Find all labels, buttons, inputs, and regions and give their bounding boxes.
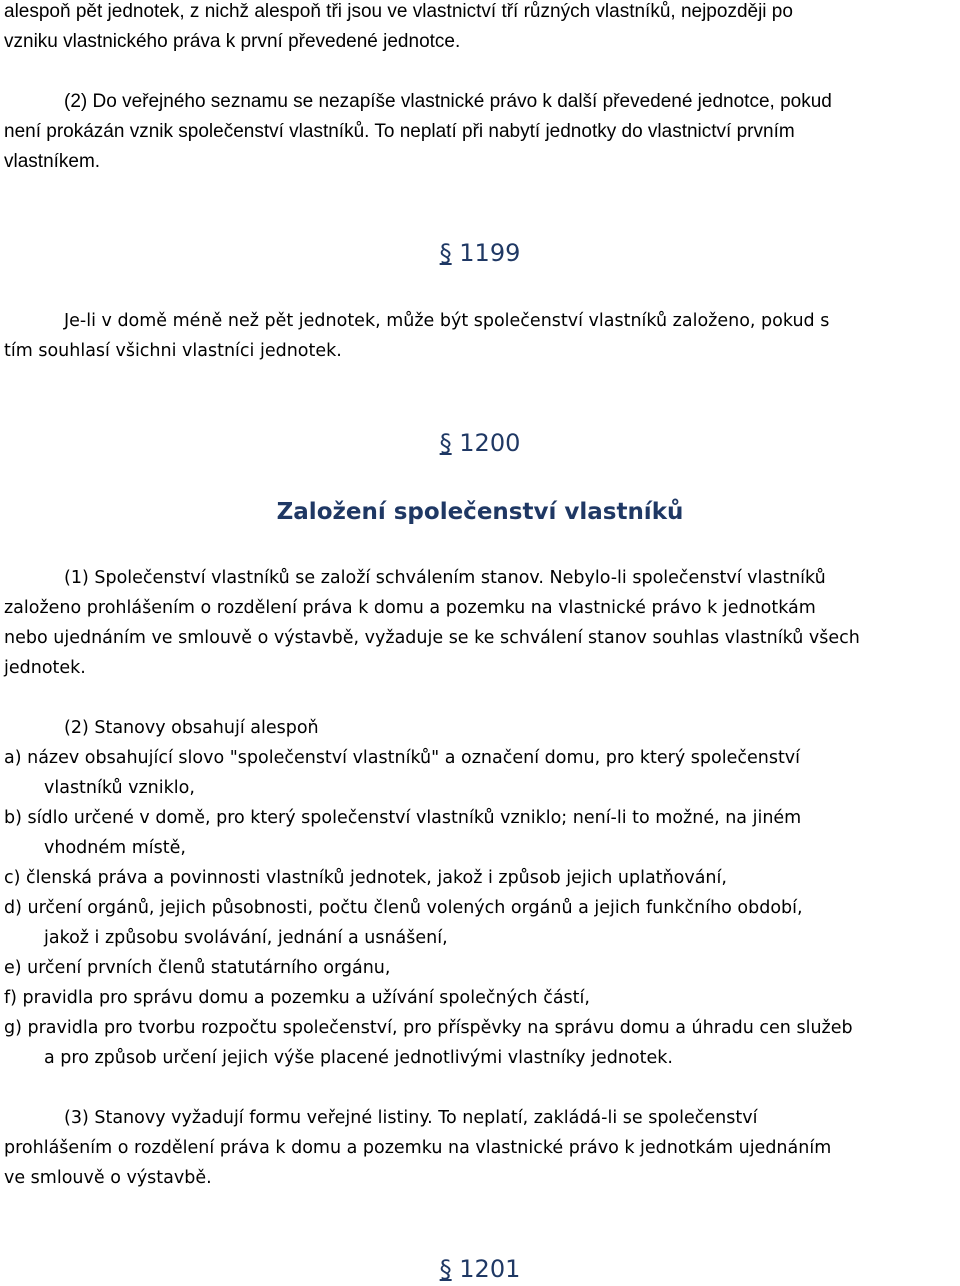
- section-number: 1200: [459, 429, 521, 457]
- s1200-para3-line: ve smlouvě o výstavbě.: [4, 1168, 212, 1188]
- s1199-line: tím souhlasí všichni vlastníci jednotek.: [4, 341, 342, 361]
- section-heading-1199: [0, 238, 960, 268]
- list-item: e) určení prvních členů statutárního orgánu,: [4, 958, 391, 978]
- s1200-para1-line: nebo ujednáním ve smlouvě o výstavbě, vyžaduje se ke schválení stanov souhlas vlastníků všech: [4, 628, 860, 648]
- section-heading-1200: [0, 428, 960, 458]
- s1199-line: Je-li v domě méně než pět jednotek, může být společenství vlastníků založeno, pokud s: [64, 311, 830, 331]
- s1200-para2-intro: (2) Stanovy obsahují alespoň: [64, 718, 319, 738]
- list-item: f) pravidla pro správu domu a pozemku a užívání společných částí,: [4, 988, 590, 1008]
- intro-line: vlastníkem.: [4, 151, 101, 172]
- s1200-para1-line: jednotek.: [4, 658, 86, 678]
- list-item: g) pravidla pro tvorbu rozpočtu společenství, pro příspěvky na správu domu a úhradu cen služeb: [4, 1018, 853, 1038]
- list-item: vhodném místě,: [44, 838, 186, 858]
- s1200-para3-line: (3) Stanovy vyžadují formu veřejné listiny. To neplatí, zakládá-li se společenství: [64, 1108, 758, 1128]
- s1200-para1-line: založeno prohlášením o rozdělení práva k domu a pozemku na vlastnické právo k jednotkám: [4, 598, 816, 618]
- section-mark: §: [439, 429, 452, 457]
- intro-line: vzniku vlastnického práva k první převedené jednotce.: [4, 31, 461, 52]
- list-item: a) název obsahující slovo "společenství vlastníků" a označení domu, pro který společenství: [4, 748, 801, 768]
- list-item: a pro způsob určení jejich výše placené jednotlivými vlastníky jednotek.: [44, 1048, 673, 1068]
- s1200-para3-line: prohlášením o rozdělení práva k domu a pozemku na vlastnické právo k jednotkám ujednáním: [4, 1138, 832, 1158]
- section-title-1200: Založení společenství vlastníků: [276, 499, 684, 525]
- list-item: vlastníků vzniklo,: [44, 778, 195, 798]
- list-item: c) členská práva a povinnosti vlastníků jednotek, jakož i způsob jejich uplatňování,: [4, 868, 727, 888]
- section-number: 1199: [459, 239, 521, 267]
- intro-line: není prokázán vznik společenství vlastníků. To neplatí při nabytí jednotky do vlastnictví prvním: [4, 121, 795, 142]
- section-mark: §: [439, 239, 452, 267]
- section-heading-1201: [0, 1254, 960, 1284]
- list-item: jakož i způsobu svolávání, jednání a usnášení,: [44, 928, 448, 948]
- intro-line: alespoň pět jednotek, z nichž alespoň tři jsou ve vlastnictví tří různých vlastníků, nejpozději po: [4, 1, 793, 22]
- section-mark: §: [439, 1255, 452, 1283]
- list-item: d) určení orgánů, jejich působnosti, počtu členů volených orgánů a jejich funkčního období,: [4, 898, 803, 918]
- s1200-para1-line: (1) Společenství vlastníků se založí schválením stanov. Nebylo-li společenství vlastníků: [64, 568, 826, 588]
- list-item: b) sídlo určené v domě, pro který společenství vlastníků vzniklo; není-li to možné, na jiném: [4, 808, 802, 828]
- section-number: 1201: [459, 1255, 521, 1283]
- intro-line: (2) Do veřejného seznamu se nezapíše vlastnické právo k další převedené jednotce, pokud: [64, 91, 832, 112]
